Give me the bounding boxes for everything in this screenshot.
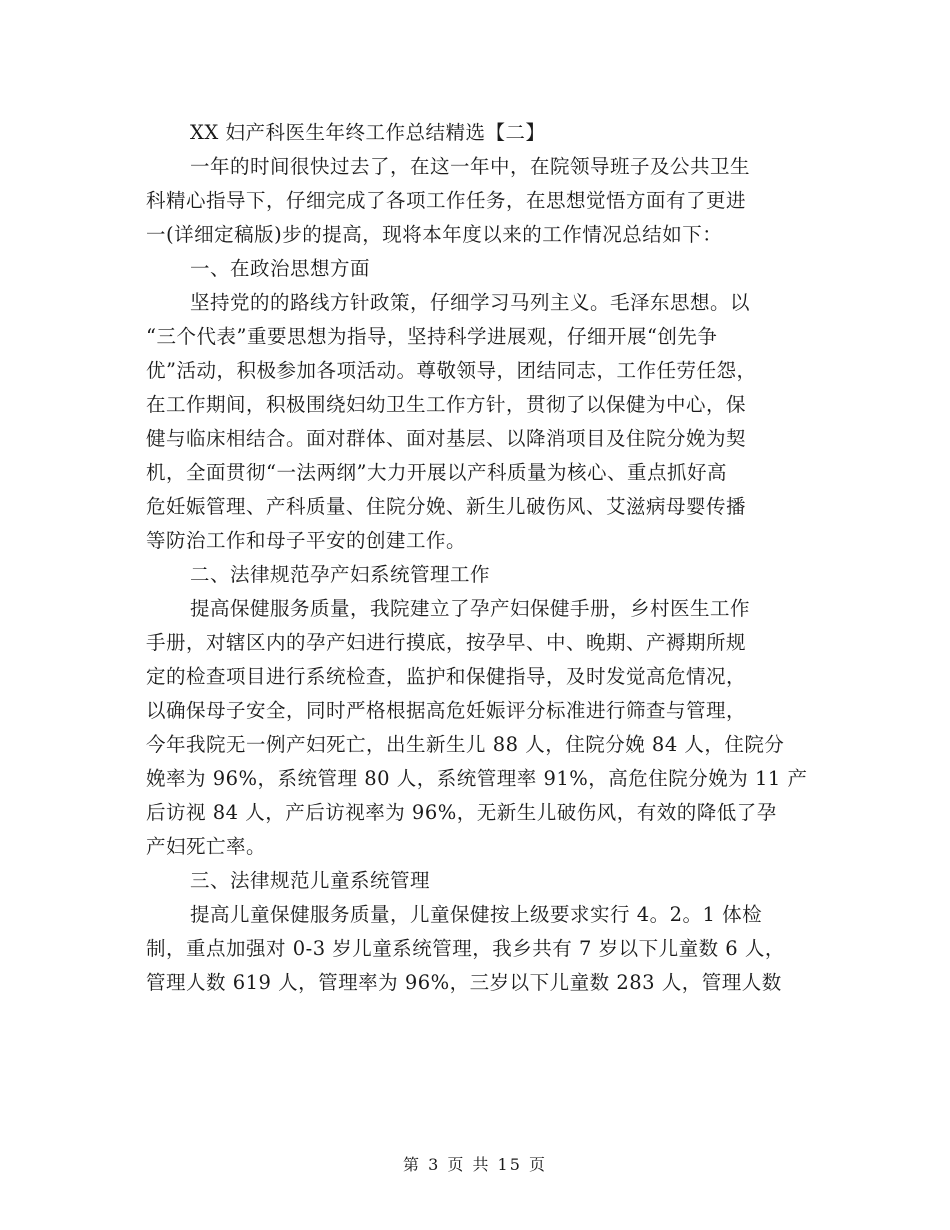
paragraph-line: 一年的时间很快过去了，在这一年中，在院领导班子及公共卫生 [190,155,751,178]
section-heading-1: 一、在政治思想方面 [190,257,371,280]
section-heading-3: 三、法律规范儿童系统管理 [190,869,431,892]
paragraph-line: “三个代表”重要思想为指导，坚持科学进展观，仔细开展“创先争 [146,325,718,348]
paragraph-line: 娩率为 96%，系统管理 80 人，系统管理率 91%，高危住院分娩为 11 产 [146,767,808,790]
paragraph-line: 产妇死亡率。 [146,835,267,858]
paragraph-line: 坚持党的的路线方针政策，仔细学习马列主义。毛泽东思想。以 [190,291,751,314]
paragraph-line: 提高保健服务质量，我院建立了孕产妇保健手册，乡村医生工作 [190,597,751,620]
paragraph-line: 后访视 84 人，产后访视率为 96%，无新生儿破伤风，有效的降低了孕 [146,801,777,824]
page-footer: 第 3 页 共 15 页 [403,1155,547,1174]
paragraph-line: 科精心指导下，仔细完成了各项工作任务，在思想觉悟方面有了更进 [146,189,747,212]
document-title: XX 妇产科医生年终工作总结精选【二】 [190,121,546,144]
paragraph-line: 健与临床相结合。面对群体、面对基层、以降消项目及住院分娩为契 [146,427,747,450]
paragraph-line: 管理人数 619 人，管理率为 96%，三岁以下儿童数 283 人，管理人数 [146,971,782,994]
paragraph-line: 在工作期间，积极围绕妇幼卫生工作方针，贯彻了以保健为中心，保 [146,393,747,416]
paragraph-line: 危妊娠管理、产科质量、住院分娩、新生儿破伤风、艾滋病母婴传播 [146,495,747,518]
paragraph-line: 提高儿童保健服务质量，儿童保健按上级要求实行 4。2。1 体检 [190,903,763,926]
paragraph-line: 制，重点加强对 0-3 岁儿童系统管理，我乡共有 7 岁以下儿童数 6 人， [146,937,785,960]
paragraph-line: 手册，对辖区内的孕产妇进行摸底，按孕早、中、晚期、产褥期所规 [146,631,747,654]
paragraph-line: 优”活动，积极参加各项活动。尊敬领导，团结同志，工作任劳任怨， [146,359,757,382]
section-heading-2: 二、法律规范孕产妇系统管理工作 [190,563,491,586]
document-body [146,116,818,1000]
paragraph-line: 定的检查项目进行系统检查，监护和保健指导，及时发觉高危情况， [146,665,747,688]
paragraph-line: 今年我院无一例产妇死亡，出生新生儿 88 人，住院分娩 84 人，住院分 [146,733,785,756]
paragraph-line: 一(详细定稿版)步的提高，现将本年度以来的工作情况总结如下： [146,223,723,246]
paragraph-line: 以确保母子安全，同时严格根据高危妊娠评分标准进行筛查与管理， [146,699,747,722]
paragraph-line: 等防治工作和母子平安的创建工作。 [146,529,467,552]
paragraph-line: 机，全面贯彻“一法两纲”大力开展以产科质量为核心、重点抓好高 [146,461,727,484]
